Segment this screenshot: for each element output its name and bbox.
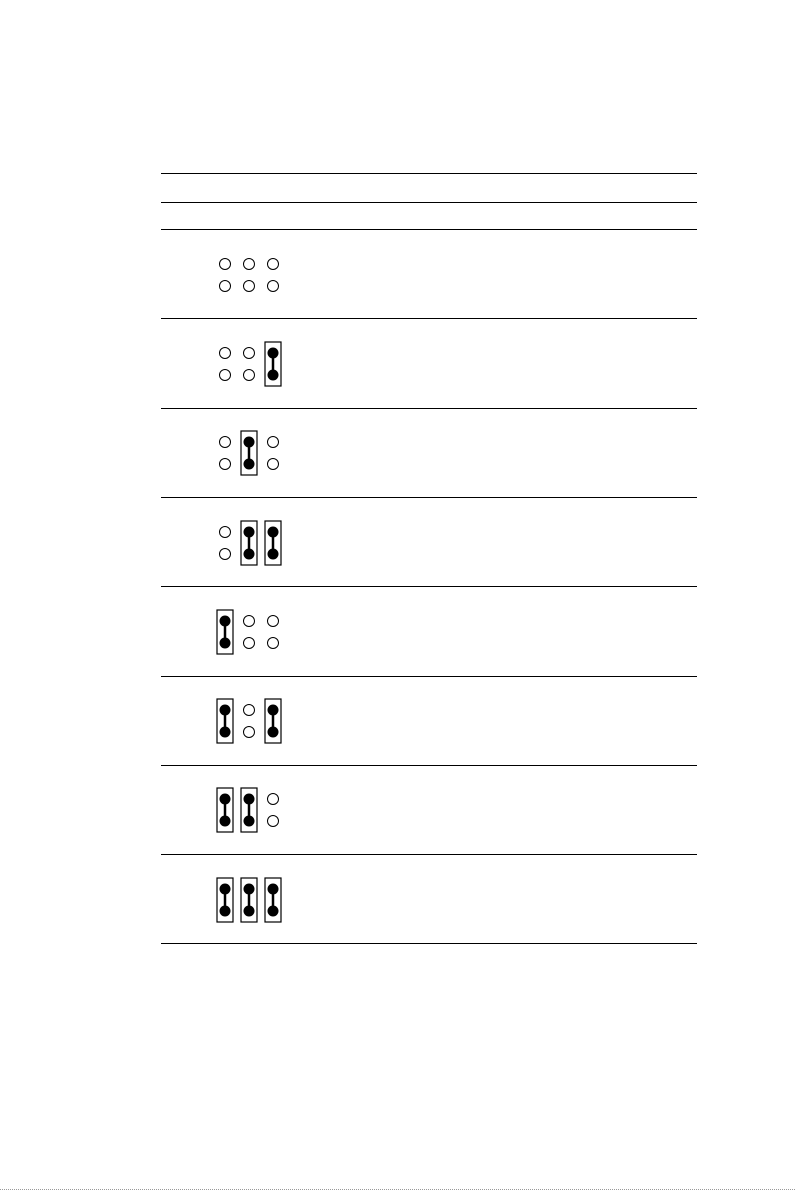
table-rule-1 bbox=[161, 229, 697, 230]
jumper-cap-icon bbox=[217, 699, 233, 743]
open-pin-icon bbox=[244, 347, 255, 380]
jumper-cap-icon bbox=[241, 878, 257, 922]
table-header-rule bbox=[161, 202, 697, 203]
page-bottom-edge bbox=[0, 1189, 795, 1190]
jumper-cap-icon bbox=[265, 878, 281, 922]
open-pin-icon bbox=[220, 347, 231, 380]
open-pin-icon bbox=[268, 794, 279, 827]
table-row-rule bbox=[161, 765, 697, 766]
jumper-cap-icon bbox=[217, 610, 233, 654]
open-pin-icon bbox=[244, 615, 255, 648]
jumper-cap-icon bbox=[265, 521, 281, 565]
table-row-rule bbox=[161, 586, 697, 587]
jumper-diagram bbox=[215, 875, 305, 925]
open-pin-icon bbox=[220, 437, 231, 470]
jumper-diagram bbox=[215, 518, 305, 568]
table-top-rule bbox=[161, 173, 697, 174]
open-pin-icon bbox=[220, 258, 231, 291]
open-pin-icon bbox=[244, 705, 255, 738]
jumper-cap-icon bbox=[217, 878, 233, 922]
open-pin-icon bbox=[268, 615, 279, 648]
table-title bbox=[161, 181, 697, 193]
open-pin-icon bbox=[268, 258, 279, 291]
jumper-cap-icon bbox=[217, 788, 233, 832]
jumper-diagram bbox=[215, 607, 305, 657]
table-row-rule bbox=[161, 408, 697, 409]
table-row-rule bbox=[161, 318, 697, 319]
open-pin-icon bbox=[220, 526, 231, 559]
jumper-cap-icon bbox=[265, 342, 281, 386]
table-row-rule bbox=[161, 676, 697, 677]
jumper-diagram bbox=[215, 785, 305, 835]
jumper-cap-icon bbox=[241, 788, 257, 832]
jumper-diagram bbox=[215, 696, 305, 746]
jumper-diagram bbox=[215, 428, 305, 478]
jumper-cap-icon bbox=[241, 431, 257, 475]
jumper-diagram bbox=[215, 339, 305, 389]
jumper-cap-icon bbox=[241, 521, 257, 565]
jumper-cap-icon bbox=[265, 699, 281, 743]
open-pin-icon bbox=[244, 258, 255, 291]
jumper-diagram bbox=[215, 250, 305, 300]
open-pin-icon bbox=[268, 437, 279, 470]
table-row-rule bbox=[161, 943, 697, 944]
table-row-rule bbox=[161, 497, 697, 498]
table-row-rule bbox=[161, 854, 697, 855]
